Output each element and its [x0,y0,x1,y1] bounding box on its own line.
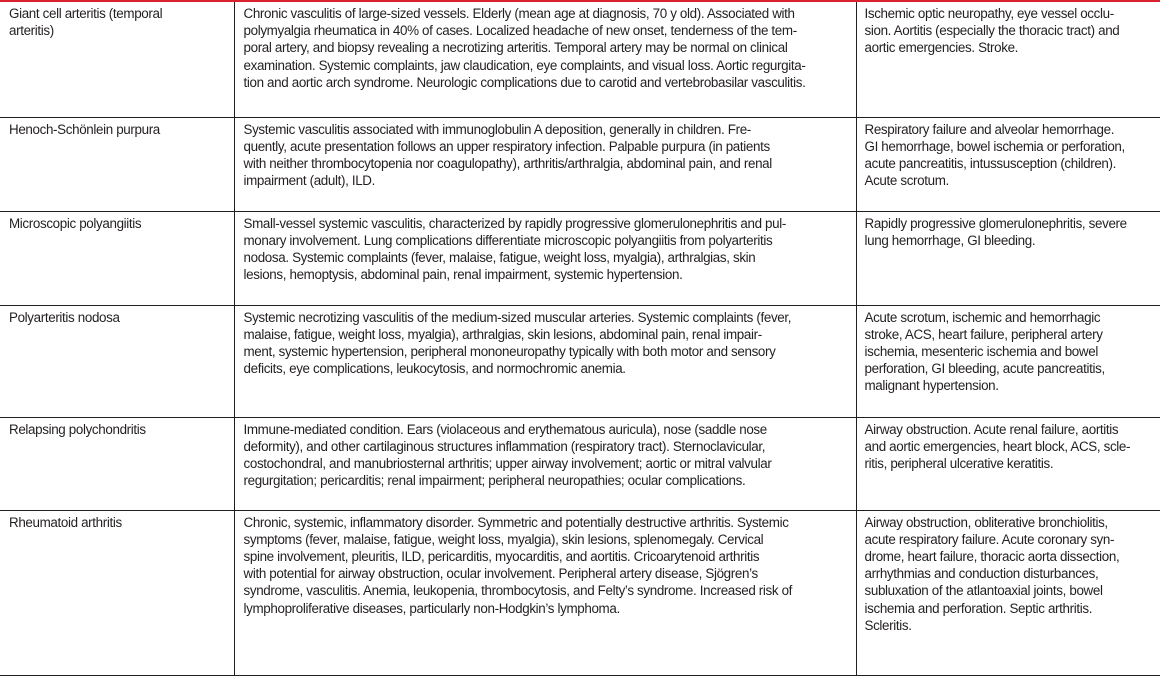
text-line: ritis, peripheral ulcerative keratitis. [864,455,1054,471]
text-line: aortic emergencies. Stroke. [864,40,1019,56]
table-row [0,211,1160,305]
text-line: Rheumatoid arthritis [9,514,122,530]
text-line: arteritis) [9,23,54,39]
features-cell [234,117,856,211]
text-line: spine involvement, pleuritis, ILD, pericarditis, myocarditis, and aortitis. Cricoarytenoid arthritis [243,548,760,564]
text-line: with neither thrombocytopenia nor coagulopathy), arthritis/arthralgia, abdominal pain, and renal [243,155,772,171]
text-line: Systemic vasculitis associated with immunoglobulin A deposition, generally in children. Fre- [243,121,751,137]
disease-cell [0,2,234,117]
text-line: quently, acute presentation follows an upper respiratory infection. Palpable purpura (in patients [243,138,770,154]
features-cell [234,2,856,117]
text-line: acute respiratory failure. Acute coronary syn- [864,531,1115,547]
complications-cell [856,211,1160,305]
vasculitis-table [0,2,1160,676]
features-cell [234,510,856,675]
text-line: arrhythmias and conduction disturbances, [864,566,1099,582]
text-line: lung hemorrhage, GI bleeding. [864,232,1036,248]
text-line: regurgitation; pericarditis; renal impairment; peripheral neuropathies; ocular complications. [243,473,746,489]
features-cell [234,417,856,510]
text-line: lymphoproliferative diseases, particularly non-Hodgkin’s lymphoma. [243,600,620,616]
text-line: Chronic vasculitis of large-sized vessels. Elderly (mean age at diagnosis, 70 y old). Associated with [243,6,795,21]
text-line: deficits, eye complications, leukocytosis, and normochromic anemia. [243,361,626,377]
text-line: polymyalgia rheumatica in 40% of cases. Localized headache of new onset, tenderness of the tem- [243,23,797,39]
text-line: GI hemorrhage, bowel ischemia or perforation, [864,138,1125,154]
complications-cell [856,305,1160,417]
text-line: Systemic necrotizing vasculitis of the medium-sized muscular arteries. Systemic complaints (fever, [243,309,792,325]
text-line: acute pancreatitis, intussusception (children). [864,155,1117,171]
text-line: Acute scrotum. [864,173,949,189]
text-line: Polyarteritis nodosa [9,309,120,325]
features-cell [234,211,856,305]
text-line: drome, heart failure, thoracic aorta dissection, [864,548,1120,564]
text-line: Relapsing polychondritis [9,421,146,437]
complications-cell [856,117,1160,211]
text-line: stroke, ACS, heart failure, peripheral artery [864,326,1103,342]
text-line: poral artery, and biopsy revealing a necrotizing arteritis. Temporal artery may be normal on clinical [243,40,788,56]
table-body [0,2,1160,675]
complications-cell [856,417,1160,510]
text-line: Airway obstruction, obliterative bronchiolitis, [864,514,1108,530]
text-line: deformity), and other cartilaginous structures inflammation (respiratory tract). Sternoclavicular, [243,438,766,454]
text-line: ment, systemic hypertension, peripheral mononeuropathy typically with both motor and sensory [243,343,776,359]
text-line: perforation, GI bleeding, acute pancreatitis, [864,361,1105,377]
text-line: Rapidly progressive glomerulonephritis, severe [864,215,1127,231]
table-row [0,117,1160,211]
table-row [0,2,1160,117]
table-row [0,305,1160,417]
disease-cell [0,417,234,510]
text-line: Microscopic polyangiitis [9,215,142,231]
text-line: ischemia, mesenteric ischemia and bowel [864,343,1098,359]
text-line: malaise, fatigue, weight loss, myalgia), arthralgias, skin lesions, abdominal pain, renal impair- [243,326,762,342]
text-line: ischemia and perforation. Septic arthritis. [864,600,1093,616]
text-line: subluxation of the atlantoaxial joints, bowel [864,583,1103,599]
text-line: Scleritis. [864,617,912,633]
text-line: and aortic emergencies, heart block, ACS, scle- [864,438,1131,454]
text-line: monary involvement. Lung complications differentiate microscopic polyangiitis from polyarteritis [243,232,773,248]
table-row [0,510,1160,675]
text-line: tion and aortic arch syndrome. Neurologic complications due to carotid and vertebrobasilar vasculitis. [243,74,806,90]
disease-cell [0,305,234,417]
text-line: costochondral, and manubriosternal arthritis; upper airway involvement; aortic or mitral valvular [243,455,772,471]
complications-cell [856,2,1160,117]
text-line: Airway obstruction. Acute renal failure, aortitis [864,421,1119,437]
text-line: lesions, hemoptysis, abdominal pain, renal impairment, systemic hypertension. [243,267,683,283]
text-line: Giant cell arteritis (temporal [9,6,163,21]
disease-cell [0,117,234,211]
text-line: nodosa. Systemic complaints (fever, malaise, fatigue, weight loss, myalgia), arthralgias, skin [243,249,756,265]
disease-cell [0,510,234,675]
complications-cell [856,510,1160,675]
table-row [0,417,1160,510]
text-line: with potential for airway obstruction, ocular involvement. Peripheral artery disease, Sjögren’s [243,566,758,582]
text-line: sion. Aortitis (especially the thoracic tract) and [864,23,1120,39]
text-line: Respiratory failure and alveolar hemorrhage. [864,121,1115,137]
text-line: symptoms (fever, malaise, fatigue, weight loss, myalgia), skin lesions, splenomegaly. Cervical [243,531,764,547]
text-line: syndrome, vasculitis. Anemia, leukopenia, thrombocytosis, and Felty’s syndrome. Increased risk of [243,583,793,599]
text-line: Small-vessel systemic vasculitis, characterized by rapidly progressive glomerulonephritis and pul- [243,215,786,231]
text-line: impairment (adult), ILD. [243,173,376,189]
text-line: Chronic, systemic, inflammatory disorder. Symmetric and potentially destructive arthritis. Systemic [243,514,789,530]
text-line: Ischemic optic neuropathy, eye vessel occlu- [864,6,1114,21]
text-line: examination. Systemic complaints, jaw claudication, eye complaints, and visual loss. Aortic regurgita- [243,57,806,73]
disease-cell [0,211,234,305]
features-cell [234,305,856,417]
text-line: Henoch-Schönlein purpura [9,121,160,137]
text-line: Immune-mediated condition. Ears (violaceous and erythematous auricula), nose (saddle nose [243,421,767,437]
text-line: Acute scrotum, ischemic and hemorrhagic [864,309,1101,325]
text-line: malignant hypertension. [864,378,999,394]
